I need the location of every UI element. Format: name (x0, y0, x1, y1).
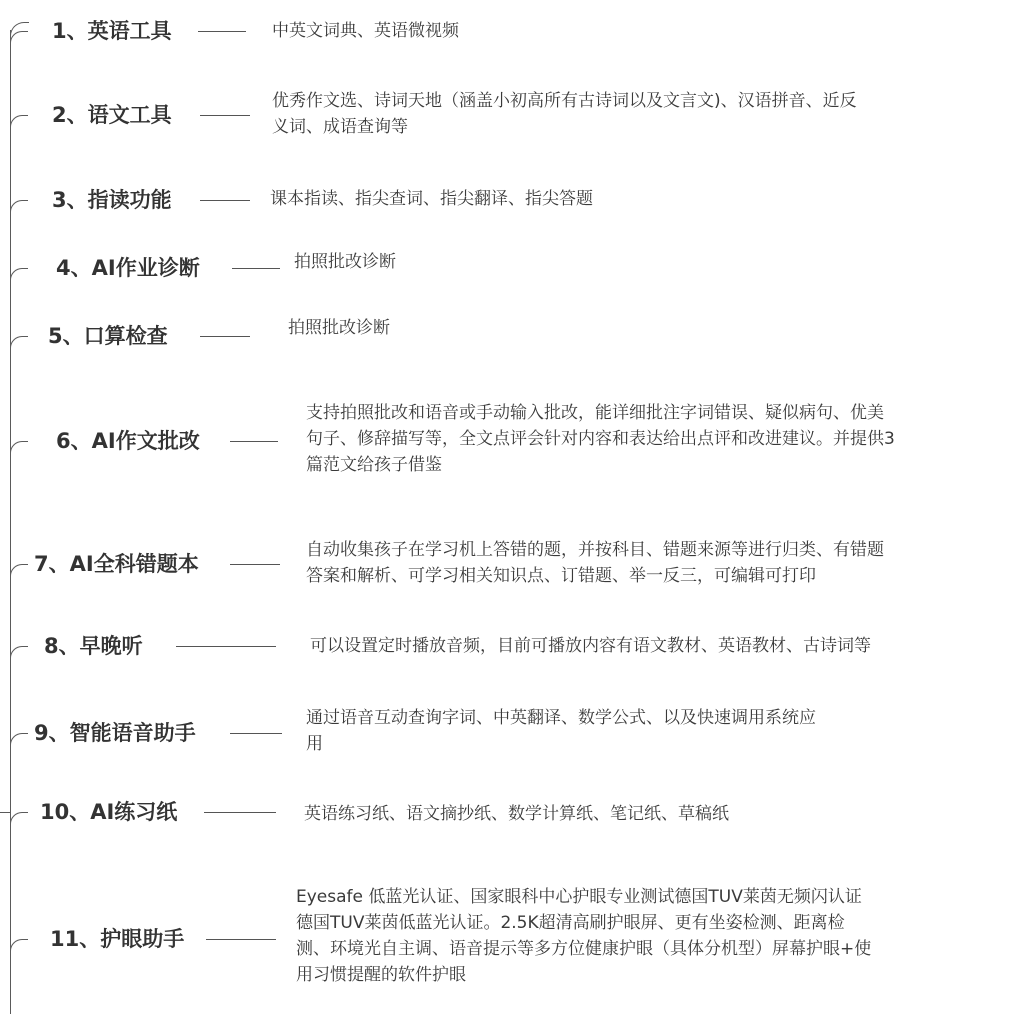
connector-line-1 (198, 31, 246, 32)
feature-description-3: 课本指读、指尖查词、指尖翻译、指尖答题 (270, 189, 593, 209)
connector-line-8 (176, 646, 276, 647)
branch-line-2 (10, 115, 28, 135)
feature-number-3: 3、 (52, 188, 88, 212)
connector-line-7 (230, 564, 280, 565)
connector-line-5 (200, 336, 250, 337)
feature-name-3: 指读功能 (87, 188, 172, 212)
branch-line-5 (10, 336, 28, 356)
feature-name-9: 智能语音助手 (69, 721, 196, 745)
feature-title-4 (56, 254, 200, 282)
feature-description-6: 支持拍照批改和语音或手动输入批改，能详细批注字词错误、疑似病句、优美 句子、修辞描写等，全文点评会针对内容和表达给出点评和改进建议。并提供3 篇范文给孩子借鉴 (306, 403, 895, 475)
connector-line-11 (206, 939, 276, 940)
feature-number-6: 6、 (56, 429, 92, 453)
feature-number-5: 5、 (48, 324, 84, 348)
feature-number-10: 10、 (40, 800, 91, 824)
feature-number-11: 11、 (50, 927, 101, 951)
feature-title-7 (34, 550, 199, 578)
feature-description-8: 可以设置定时播放音频，目前可播放内容有语文教材、英语教材、古诗词等 (310, 636, 871, 656)
connector-line-2 (200, 115, 250, 116)
feature-title-11 (50, 925, 184, 953)
branch-line-10 (10, 812, 28, 832)
feature-description-1: 中英文词典、英语微视频 (272, 21, 459, 41)
feature-title-6 (56, 427, 200, 455)
feature-title-3 (52, 186, 172, 214)
connector-line-10 (204, 812, 276, 813)
feature-number-2: 2、 (52, 103, 88, 127)
branch-line-4 (10, 268, 28, 288)
tree-trunk (10, 30, 11, 1014)
feature-number-7: 7、 (34, 552, 70, 576)
feature-name-8: 早晚听 (79, 634, 143, 658)
feature-title-9 (34, 719, 196, 747)
feature-description-5: 拍照批改诊断 (288, 318, 390, 338)
feature-title-10 (40, 798, 177, 826)
branch-line-6 (10, 441, 28, 461)
connector-line-9 (230, 733, 282, 734)
feature-description-11: Eyesafe 低蓝光认证、国家眼科中心护眼专业测试德国TUV莱茵无频闪认证 德国TUV莱茵低蓝光认证。2.5K超清高刷护眼屏、更有坐姿检测、距离检 测、环境光自主调、语音提示等多方位健康护眼（具体分机型）屏幕护眼+使 用习惯提醒的软件护眼 (296, 887, 872, 985)
feature-name-7: AI全科错题本 (69, 552, 199, 576)
feature-description-4: 拍照批改诊断 (294, 252, 396, 272)
branch-line-1 (10, 31, 28, 51)
feature-name-1: 英语工具 (87, 19, 172, 43)
feature-number-9: 9、 (34, 721, 70, 745)
feature-description-2: 优秀作文选、诗词天地（涵盖小初高所有古诗词以及文言文)、汉语拼音、近反 义词、成语查询等 (272, 91, 857, 137)
feature-title-8 (44, 632, 143, 660)
feature-title-2 (52, 101, 172, 129)
connector-line-6 (230, 441, 278, 442)
feature-number-1: 1、 (52, 19, 88, 43)
branch-line-7 (10, 564, 28, 584)
feature-number-4: 4、 (56, 256, 92, 280)
feature-name-6: AI作文批改 (91, 429, 200, 453)
feature-title-1 (52, 17, 172, 45)
branch-line-8 (10, 646, 28, 666)
feature-name-11: 护眼助手 (100, 927, 185, 951)
branch-line-11 (10, 939, 28, 959)
tree-root-stub (0, 812, 11, 813)
connector-line-4 (232, 268, 280, 269)
feature-name-4: AI作业诊断 (91, 256, 200, 280)
connector-line-3 (200, 200, 250, 201)
feature-description-7: 自动收集孩子在学习机上答错的题，并按科目、错题来源等进行归类、有错题 答案和解析、可学习相关知识点、订错题、举一反三，可编辑可打印 (306, 540, 884, 586)
branch-line-9 (10, 733, 28, 753)
feature-description-9: 通过语音互动查询字词、中英翻译、数学公式、以及快速调用系统应 用 (306, 708, 816, 754)
feature-name-5: 口算检查 (83, 324, 168, 348)
feature-number-8: 8、 (44, 634, 80, 658)
feature-name-10: AI练习纸 (90, 800, 178, 824)
branch-line-3 (10, 200, 28, 220)
feature-description-10: 英语练习纸、语文摘抄纸、数学计算纸、笔记纸、草稿纸 (304, 804, 729, 824)
feature-name-2: 语文工具 (87, 103, 172, 127)
feature-title-5 (48, 322, 168, 350)
